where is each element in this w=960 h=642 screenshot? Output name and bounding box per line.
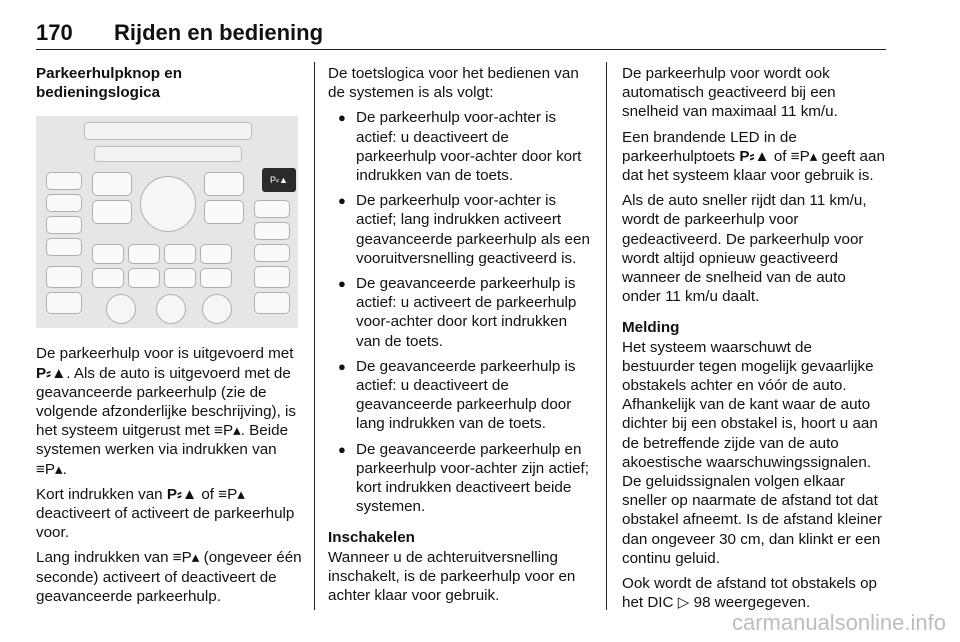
advanced-park-assist-icon: ≡P▴ bbox=[214, 422, 241, 440]
paragraph: Wanneer u de achteruitversnelling inschakelt, is de parkeerhulp voor en achter klaar voor gebruik. bbox=[328, 548, 576, 605]
park-assist-front-icon: P⸗▲ bbox=[739, 147, 770, 165]
top-button-bar bbox=[94, 146, 242, 162]
console-key bbox=[46, 266, 82, 288]
console-key bbox=[46, 194, 82, 212]
bullet-icon: ● bbox=[338, 193, 346, 209]
section-heading-button-logic: Parkeerhulpknop en bedieningslogica bbox=[36, 65, 183, 102]
console-key bbox=[128, 244, 160, 264]
console-key bbox=[46, 292, 82, 314]
page-header bbox=[36, 20, 886, 48]
volume-knob bbox=[140, 176, 196, 232]
console-key bbox=[254, 266, 290, 288]
bullet-icon: ● bbox=[338, 358, 346, 374]
paragraph: De parkeerhulp voor is uitgevoerd met P⸗▲. Als de auto is uitgevoerd met de geavanceerde parkeerhulp (zie de volgende afzonderlijke beschrijving), is het systeem uitgerust met ≡P▴. Beide systemen werken via indrukken van ≡P▴. bbox=[36, 345, 297, 478]
page-number: 170 bbox=[36, 20, 73, 45]
bullet-icon: ● bbox=[338, 110, 346, 126]
list-item: ● De parkeerhulp voor-achter is actief: u deactiveert de parkeerhulp voor-achter door kort indrukken van de toets. bbox=[338, 109, 582, 185]
climate-knob bbox=[202, 294, 232, 324]
paragraph: De toetslogica voor het bedienen van de systemen is als volgt: bbox=[328, 65, 579, 102]
paragraph: Lang indrukken van ≡P▴ (ongeveer één seconde) activeert of deactiveert de geavanceerde parkeerhulp. bbox=[36, 549, 302, 605]
column-middle bbox=[328, 64, 592, 611]
console-key bbox=[200, 268, 232, 288]
console-illustration bbox=[36, 116, 298, 328]
park-assist-front-icon: P⸗▲ bbox=[166, 485, 198, 503]
list-item: ● De geavanceerde parkeerhulp is actief: u activeert de parkeerhulp voor-achter door kort indrukken van de toets. bbox=[338, 275, 577, 350]
chapter-title: Rijden en bediening bbox=[114, 20, 324, 45]
column-right bbox=[622, 64, 888, 618]
column-divider-1 bbox=[314, 62, 315, 610]
console-key bbox=[164, 244, 196, 264]
bullet-icon: ● bbox=[338, 276, 346, 292]
list-item: ● De parkeerhulp voor-achter is actief; lang indrukken activeert geavanceerde parkeerhulp als een vooruitversnelling geactiveerd is. bbox=[338, 192, 590, 267]
console-key bbox=[92, 268, 124, 288]
column-left bbox=[36, 64, 302, 612]
console-key bbox=[254, 292, 290, 314]
list-item: ● De geavanceerde parkeerhulp is actief: u deactiveert de geavanceerde parkeerhulp door lang indrukken van de toets. bbox=[338, 357, 576, 433]
console-key bbox=[204, 172, 244, 196]
header-divider bbox=[36, 49, 886, 50]
console-key bbox=[92, 244, 124, 264]
section-heading-activation: Inschakelen bbox=[328, 529, 415, 547]
paragraph: Een brandende LED in de parkeerhulptoets P⸗▲ of ≡P▴ geeft aan dat het systeem klaar voor gebruik is. bbox=[622, 128, 885, 185]
console-key bbox=[204, 200, 244, 224]
console-key bbox=[254, 244, 290, 262]
column-divider-2 bbox=[606, 62, 607, 610]
section-heading-warning: Melding bbox=[622, 319, 680, 337]
page-reference: 98 bbox=[693, 594, 711, 612]
advanced-park-assist-icon: ≡P▴ bbox=[218, 485, 245, 503]
cd-slot bbox=[84, 122, 252, 140]
console-key bbox=[92, 200, 132, 224]
climate-knob bbox=[106, 294, 136, 324]
paragraph: De parkeerhulp voor wordt ook automatisch geactiveerd bij een snelheid van maximaal 11 km/u. bbox=[622, 65, 838, 121]
console-key bbox=[46, 172, 82, 190]
paragraph: Het systeem waarschuwt de bestuurder tegen mogelijk gevaarlijke obstakels achter en vóór de auto. Afhankelijk van de kant waar de auto dichter bij een obstakel is, hoort u aan de betreffende zijde van de auto akoestische waarschuwingssignalen. De geluidssignalen volgen elkaar sneller op naarmate de afstand tot dat obstakel afneemt. Is de afstand kleiner dan ongeveer 30 cm, dan klinkt er een continu geluid. bbox=[622, 338, 883, 567]
advanced-park-assist-icon: ≡P▴ bbox=[172, 549, 200, 567]
page-reference-arrow-icon: ▷ bbox=[677, 594, 690, 612]
list-item: ● De geavanceerde parkeerhulp en parkeerhulp voor-achter zijn actief; kort indrukken deactiveert beide systemen. bbox=[338, 440, 589, 516]
advanced-park-assist-icon: ≡P▴ bbox=[36, 460, 63, 478]
console-key bbox=[164, 268, 196, 288]
paragraph: Ook wordt de afstand tot obstakels op het DIC ▷ 98 weergegeven. bbox=[622, 575, 877, 612]
console-key bbox=[46, 238, 82, 256]
advanced-park-assist-icon: ≡P▴ bbox=[790, 147, 818, 165]
park-assist-button bbox=[262, 168, 296, 192]
button-logic-list bbox=[328, 108, 592, 516]
paragraph: Kort indrukken van P⸗▲ of ≡P▴ deactiveert of activeert de parkeerhulp voor. bbox=[36, 485, 295, 542]
park-assist-front-icon: P⸗▲ bbox=[36, 364, 67, 382]
climate-knob bbox=[156, 294, 186, 324]
console-key bbox=[254, 222, 290, 240]
console-key bbox=[128, 268, 160, 288]
console-key bbox=[254, 200, 290, 218]
console-key bbox=[92, 172, 132, 196]
bullet-icon: ● bbox=[338, 441, 346, 457]
watermark: carmanualsonline.info bbox=[731, 610, 946, 635]
console-key bbox=[200, 244, 232, 264]
console-key bbox=[46, 216, 82, 234]
park-assist-icon: P⸗▲ bbox=[270, 175, 288, 186]
paragraph: Als de auto sneller rijdt dan 11 km/u, wordt de parkeerhulp voor gedeactiveerd. De parkeerhulp voor wordt altijd opnieuw geactiveerd wanneer de snelheid van de auto onder 11 km/u daalt. bbox=[622, 192, 867, 306]
